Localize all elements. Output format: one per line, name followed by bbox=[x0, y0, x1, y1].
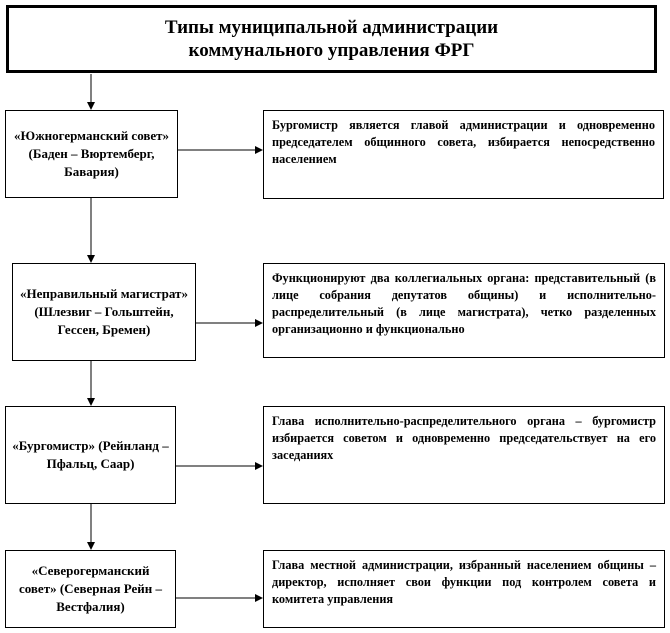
diagram-title bbox=[6, 5, 657, 73]
title-line-2: коммунального управления ФРГ bbox=[188, 40, 475, 61]
type-label: «Бургомистр» (Рейнланд – Пфальц, Саар) bbox=[12, 438, 169, 471]
type-box-north-german-council bbox=[5, 550, 176, 628]
type-label: «Южногерманский совет» (Баден – Вюртемберг, Бавария) bbox=[13, 128, 170, 179]
description-box-irregular-magistrate bbox=[263, 263, 665, 358]
title-line-1: Типы муниципальной администрации bbox=[164, 17, 499, 38]
type-label: «Неправильный магистрат» (Шлезвиг – Гольштейн, Гессен, Бремен) bbox=[20, 286, 188, 337]
description-box-north-german-council bbox=[263, 550, 665, 628]
type-box-burgomaster bbox=[5, 406, 176, 504]
description-box-south-german-council bbox=[263, 110, 664, 199]
type-label: «Северогерманский совет» (Северная Рейн – Вестфалия) bbox=[18, 563, 163, 614]
type-box-south-german-council bbox=[5, 110, 178, 198]
type-box-irregular-magistrate bbox=[12, 263, 196, 361]
type-description: Глава исполнительно-распределительного органа – бургомистр избирается советом и одновременно председательствует на его заседаниях bbox=[272, 414, 656, 462]
type-description: Функционируют два коллегиальных органа: представительный (в лице собрания депутатов общины) и исполнительно-распределительный (в лице магистрата), четко разделенных организационно и функционально bbox=[272, 271, 656, 336]
type-description: Глава местной администрации, избранный населением общины – директор, исполняет свои функции под контролем совета и комитета управления bbox=[272, 558, 656, 606]
description-box-burgomaster bbox=[263, 406, 665, 504]
type-description: Бургомистр является главой администрации и одновременно председателем общинного совета, избирается непосредственно населением bbox=[272, 118, 655, 166]
